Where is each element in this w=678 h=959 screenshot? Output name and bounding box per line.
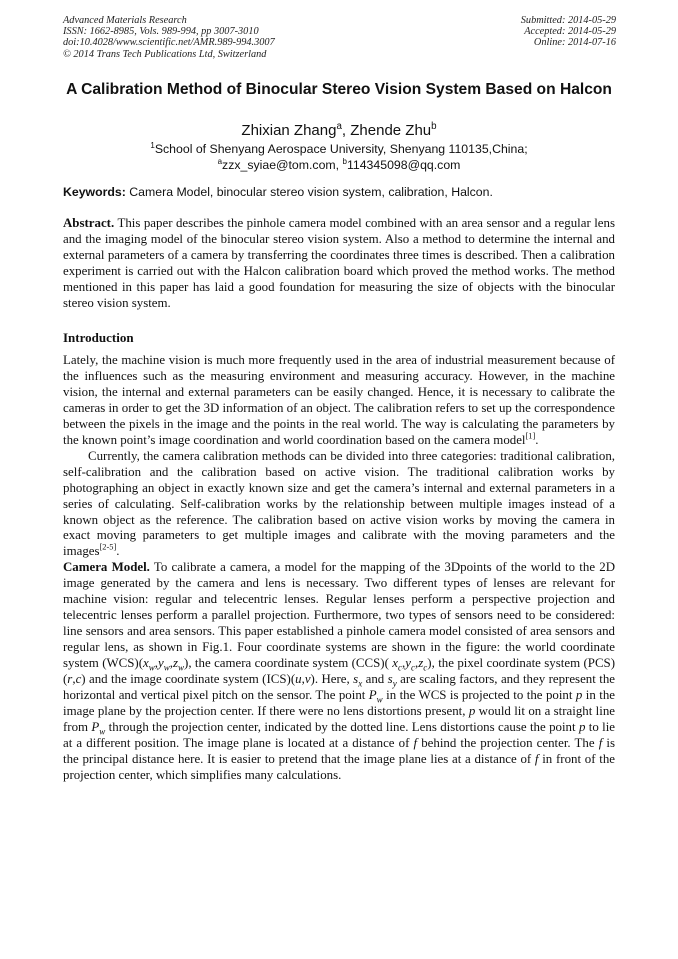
abstract <box>63 216 615 312</box>
paragraph-text: in the WCS is projected to the point <box>382 688 576 703</box>
math-var: f <box>534 751 539 766</box>
paragraph: Camera Model. To calibrate a camera, a model for the mapping of the 3Dpoints of the world to the 2D image generated by the camera and lens is necessary. Two different types of lenses are relevant for machine vision: regular and telecentric lenses. Regular lenses perform a perspective projection and telecentric lenses perform a parallel projection. Furthermore, two types of sensors need to be considered: line sensors and area sensors. This paper established a pinhole camera model consisted of area sensors and regular lens, as shown in Fig.1. Four coordinate systems are shown in the figure: the world coordinate system $(WCS)(x_w,y_w,z_w)$, the camera coordinate system (CCS)( $x_c,y_c,z_c$), the pixel coordinate system (PCS)(r,c) and the image coordinate system (ICS)(u,v). Here, $s_x$ and $s_y$ are scaling factors, and they represent the horizontal and vertical pixel pitch on the sensor. The point $P_w$ in the WCS is projected to the point p in the image plane by the projection center. If there were no lens distortions present, p would lit on a straight line from $P_w$ through the projection center, indicated by the dotted line. Lens distortions cause the point p to lie at a different position. The image plane is located at a distance of f behind the projection center. The f is the principal distance here. It is easier to pretend that the image plane lies at a distance of f in front of the projection center, which simplifies many calculations. <box>63 560 616 782</box>
math-var: $P_w$ <box>368 688 383 705</box>
math-var: $z_w$ <box>172 656 185 673</box>
math-var: r <box>67 672 73 687</box>
math-var: $z_c$ <box>418 656 428 673</box>
paragraph <box>63 449 615 561</box>
math-var: p <box>468 703 476 718</box>
paragraph-text: ), the pixel coordinate system (PCS)( <box>63 656 615 687</box>
email-sup: b <box>342 156 347 166</box>
paragraph-text: and <box>362 672 388 687</box>
author-name: Zhixian Zhang <box>241 122 337 139</box>
keywords-label: Keywords: <box>63 185 126 199</box>
paragraph-text: . <box>116 544 120 559</box>
paragraph-text: Lately, the machine vision is much more frequently used in the area of industrial measurement because of the influences such as the measuring environment and measuring accuracy. However, in the machine vision, the internal and external parameters can be easily changed. Hence, it is necessary to calibrate the cameras in order to get the 3D information of an object. The calibration refers to set up the correspondence between the pixels in the image and the points in the real world. The way is calculating the parameters by the known point’s image coordination and world coordination based on the camera model <box>63 353 615 447</box>
abstract-paragraph <box>63 216 615 312</box>
author-sup: a <box>336 121 342 132</box>
paragraph-text: To calibrate a camera, a model for the mapping of the 3Dpoints of the world to the 2D image generated by the camera and lens is necessary. Two different types of lenses are relevant for machine vision: regular and telecentric lenses. Regular lenses perform a perspective projection and telecentric lenses perform a parallel projection. Furthermore, two types of sensors need to be considered: line sensors and area sensors. This paper established a pinhole camera model consisted of area sensors and regular lens, as shown in Fig.1. Four coordinate systems are shown in the figure: the world coordinate system (WCS)( <box>63 560 615 671</box>
affiliation-block <box>63 142 615 173</box>
journal-header-left <box>63 15 275 60</box>
author-sup: b <box>431 121 437 132</box>
submitted-date: Submitted: 2014-05-29 <box>520 15 616 26</box>
journal-header-right <box>521 15 616 49</box>
paragraph-text: behind the projection center. The <box>417 735 599 750</box>
paragraph-text: Currently, the camera calibration methods can be divided into three categories: traditional calibration, self-calibration and the calibration based on active vision. The traditional calibration works by photographing an object in exactly known size and get the camera’s internal and external parameters in a series of calculating. Self-calibration works by the relationship between multiple images instead of a known object as the reference. The calibration based on active vision works by moving the camera in exact moving parameters to get multiple images and calibrate with the moving parameters and the images <box>63 448 615 559</box>
author-separator: , <box>341 122 351 139</box>
subsection-label: Camera Model. <box>63 560 150 575</box>
email-line <box>63 158 615 174</box>
paragraph-text: is the principal distance here. It is easier to pretend that the image plane lies at a distance of <box>63 735 616 766</box>
math-var: p <box>575 688 583 703</box>
paragraph-text: ). Here, <box>310 672 354 687</box>
author-name: Zhende Zhu <box>350 122 432 139</box>
paragraph <box>63 353 615 449</box>
math-var: $s_x$ <box>353 672 363 689</box>
journal-name: Advanced Materials Research <box>63 15 187 26</box>
email-link[interactable]: zzx_syiae@tom.com, <box>222 157 343 172</box>
email-link[interactable]: 114345098@qq.com <box>346 157 461 172</box>
paragraph-text: . <box>535 432 539 447</box>
paragraph-text: in the image plane by the projection center. If there were no lens distortions present, <box>63 688 615 718</box>
paragraph-text: are scaling factors, and they represent the horizontal and vertical pixel pitch on the sensor. The point <box>63 672 615 703</box>
math-var: c <box>75 672 82 687</box>
math-var: $y_c$ <box>405 656 416 673</box>
affiliation-text: School of Shenyang Aerospace University, Shenyang 110135,China; <box>154 142 528 156</box>
citation[interactable]: [2-5] <box>99 543 117 553</box>
paragraph-text: through the projection center, indicated by the dotted line. Lens distortions cause the point <box>105 719 579 734</box>
affiliation-sup: 1 <box>150 140 155 150</box>
accepted-date: Accepted: 2014-05-29 <box>524 26 616 38</box>
issn-line: ISSN: 1662-8985, Vols. 989-994, pp 3007-3010 <box>63 26 259 38</box>
math-var: f <box>413 735 418 750</box>
keywords-text: Camera Model, binocular stereo vision system, calibration, Halcon. <box>125 185 493 199</box>
introduction-body <box>63 353 615 784</box>
paper-title: A Calibration Method of Binocular Stereo Vision System Based on Halcon <box>66 81 612 98</box>
math-var: p <box>578 719 586 734</box>
email-sup: a <box>217 156 223 166</box>
abstract-text: This paper describes the pinhole camera model combined with an area sensor and a regular lens and the imaging model of the binocular stereo vision system. Also a method to determine the internal and external parameters of a camera by transferring the coordinates three times is described. Then a calibration experiment is carried out with the Halcon calibration board which proved the method works. The method mentioned in this paper has laid a good foundation for measuring the size of objects with the binocular stereo vision system. <box>63 216 615 310</box>
abstract-label: Abstract. <box>63 216 115 230</box>
paragraph-text: would lit on a straight line from <box>63 703 615 734</box>
doi-line[interactable]: doi:10.4028/www.scientific.net/AMR.989-994.3007 <box>63 37 275 49</box>
affiliation-line <box>63 142 615 158</box>
math-var: u <box>295 672 302 687</box>
section-heading: Introduction <box>63 330 134 345</box>
paragraph-text: ), the camera coordinate system (CCS)( <box>184 656 393 671</box>
keywords <box>63 185 615 200</box>
paragraph-text: in front of the projection center, which simplifies many calculations. <box>63 751 615 782</box>
math-var: $s_y$ <box>387 672 397 689</box>
paragraph-text: to lie at a different position. The image plane is located at a distance of <box>63 719 616 750</box>
copyright-line: © 2014 Trans Tech Publications Ltd, Switzerland <box>63 48 267 60</box>
online-date: Online: 2014-07-16 <box>533 37 616 49</box>
math-var: f <box>598 735 603 750</box>
math-var: $y_w$ <box>158 656 170 673</box>
math-var: $x_w$ <box>143 656 155 673</box>
citation[interactable]: [1] <box>525 431 536 441</box>
math-var: $P_w$ <box>91 719 106 737</box>
math-var: v <box>304 672 311 687</box>
author-list <box>63 122 615 140</box>
math-var: $x_c$ <box>392 656 403 673</box>
paragraph-text: ) and the image coordinate system (ICS)( <box>81 672 296 687</box>
